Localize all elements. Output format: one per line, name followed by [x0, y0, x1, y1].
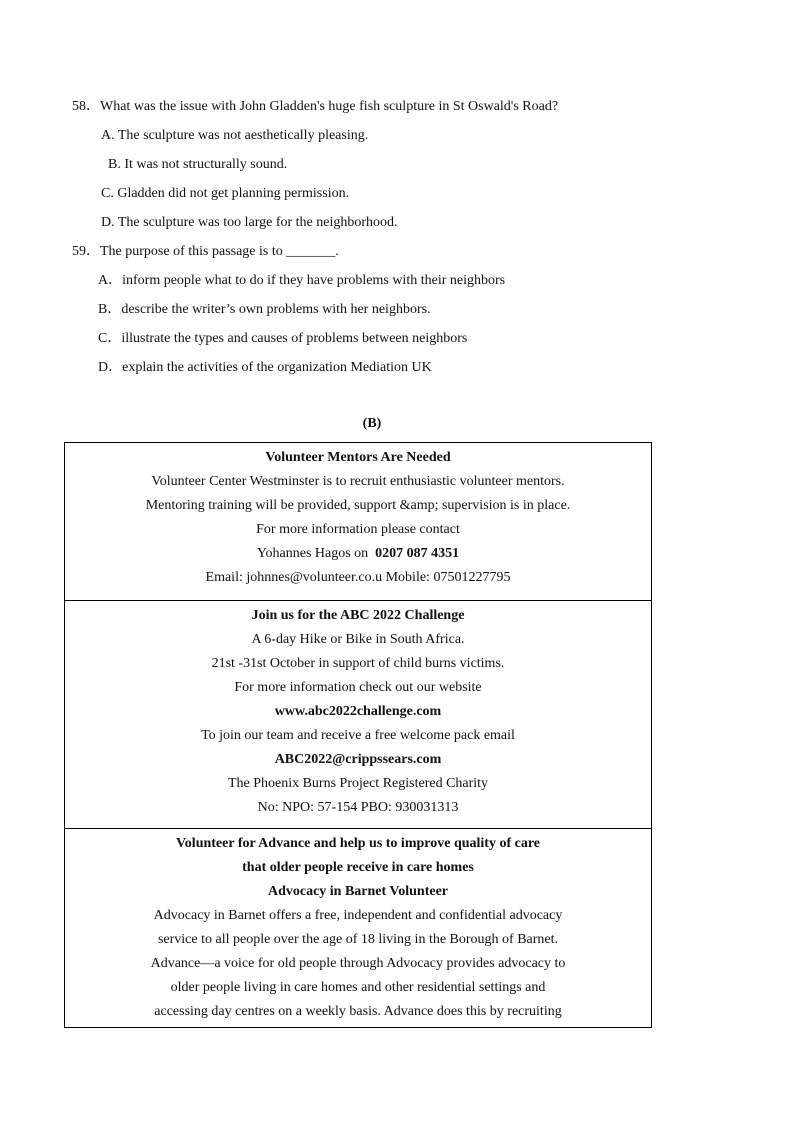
ad-line: service to all people over the age of 18 living in the Borough of Barnet.	[157, 932, 559, 947]
ad-title: that older people receive in care homes	[242, 860, 474, 875]
option-59-b: B．describe the writer’s own problems with her neighbors.	[98, 302, 431, 317]
ad-line: Advance—a voice for old people through Advocacy provides advocacy to	[150, 956, 566, 971]
ad-join-line: To join our team and receive a free welcome pack email	[201, 728, 515, 743]
ad-line: For more information check out our website	[234, 680, 482, 695]
ads-table	[64, 442, 652, 1028]
ad-subtitle: Advocacy in Barnet Volunteer	[267, 884, 449, 899]
option-58-c: C. Gladden did not get planning permission.	[101, 186, 350, 201]
ad-charity: The Phoenix Burns Project Registered Charity	[227, 776, 489, 791]
ad-title: Volunteer Mentors Are Needed	[265, 450, 451, 465]
option-58-a: A. The sculpture was not aesthetically pleasing.	[101, 128, 369, 143]
section-label: (B)	[362, 416, 382, 431]
ad-line: Advocacy in Barnet offers a free, independent and confidential advocacy	[153, 908, 563, 923]
ad-abc-challenge	[65, 600, 651, 828]
question-text: What was the issue with John Gladden's huge fish sculpture in St Oswald's Road?	[100, 99, 559, 114]
ad-line: For more information please contact	[256, 522, 460, 537]
ad-line: Mentoring training will be provided, support &amp; supervision is in place.	[145, 498, 571, 513]
ad-line: Volunteer Center Westminster is to recruit enthusiastic volunteer mentors.	[151, 474, 565, 489]
ad-line: accessing day centres on a weekly basis. Advance does this by recruiting	[154, 1004, 562, 1019]
ad-contact	[65, 542, 651, 566]
option-59-c: C．illustrate the types and causes of problems between neighbors	[98, 331, 468, 346]
option-58-d: D. The sculpture was too large for the neighborhood.	[101, 215, 398, 230]
ad-email: ABC2022@crippssears.com	[274, 752, 442, 767]
ad-title: Join us for the ABC 2022 Challenge	[251, 608, 465, 623]
question-text: The purpose of this passage is to _______.	[100, 244, 339, 259]
ad-email-line: Email: johnnes@volunteer.co.u Mobile: 07501227795	[205, 570, 511, 585]
option-58-b: B. It was not structurally sound.	[108, 157, 288, 172]
contact-name: Yohannes Hagos on	[256, 546, 369, 561]
question-58	[72, 98, 558, 116]
option-59-d: D．explain the activities of the organization Mediation UK	[98, 360, 432, 375]
ad-line: older people living in care homes and other residential settings and	[170, 980, 546, 995]
ad-website: www.abc2022challenge.com	[274, 704, 442, 719]
ad-line: 21st -31st October in support of child burns victims.	[211, 656, 505, 671]
question-number: 58．	[72, 99, 100, 114]
question-59	[72, 243, 339, 261]
contact-phone: 0207 087 4351	[375, 546, 460, 561]
ad-volunteer-mentors	[65, 443, 651, 600]
option-59-a: A．inform people what to do if they have problems with their neighbors	[98, 273, 506, 288]
ad-title: Volunteer for Advance and help us to improve quality of care	[175, 836, 541, 851]
ad-line: A 6-day Hike or Bike in South Africa.	[251, 632, 465, 647]
ad-numbers: No: NPO: 57-154 PBO: 930031313	[257, 800, 459, 815]
ad-advocacy-barnet	[65, 828, 651, 1028]
question-number: 59．	[72, 244, 100, 259]
